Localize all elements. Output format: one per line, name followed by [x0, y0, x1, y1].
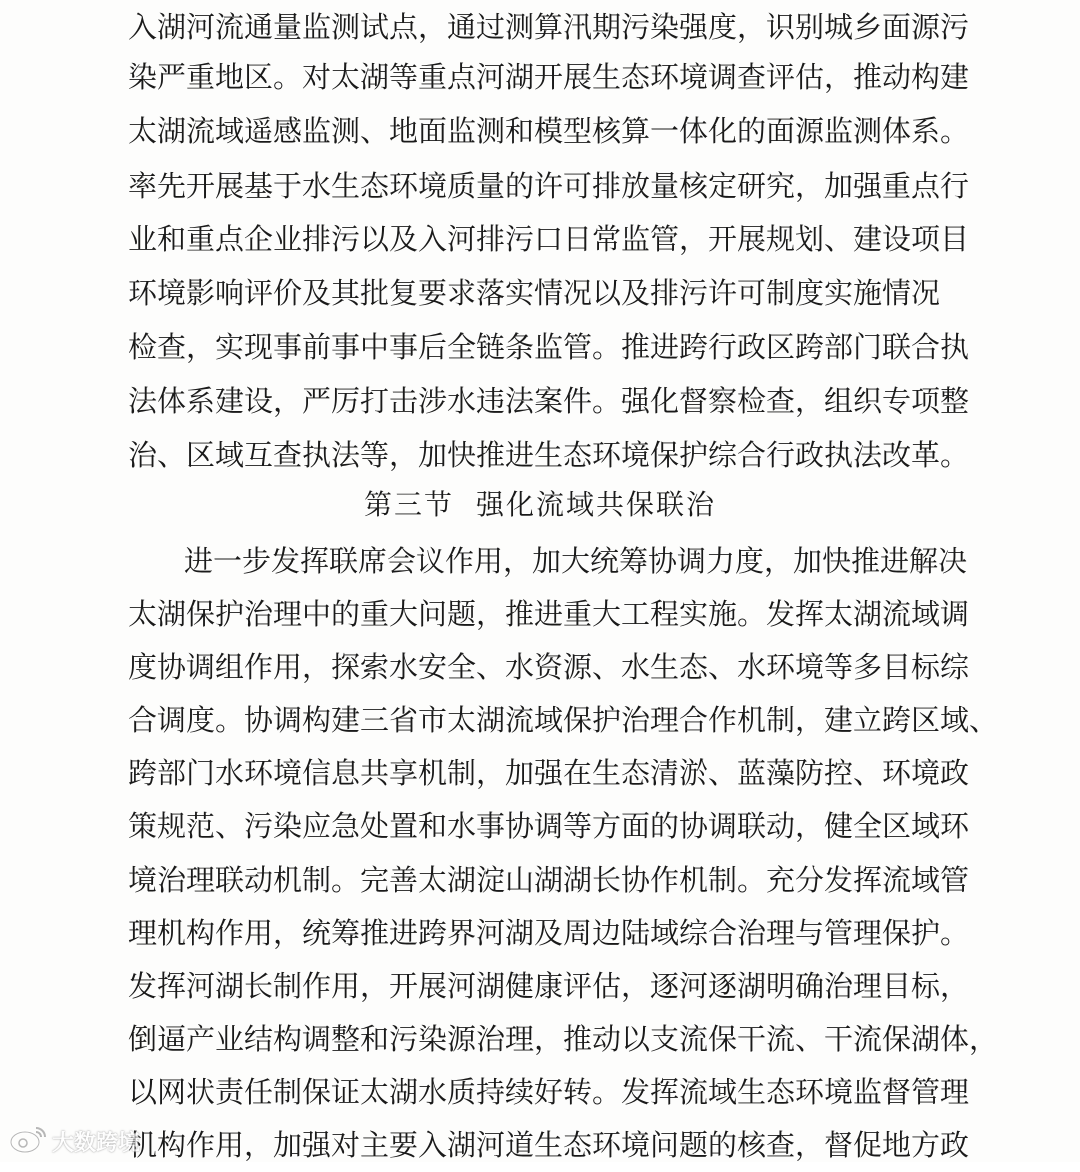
text-line: 环境影响评价及其批复要求落实情况以及排污许可制度实施情况	[128, 276, 941, 310]
text-line: 染严重地区。对太湖等重点河湖开展生态环境调查评估，推动构建	[128, 60, 970, 94]
text-line: 率先开展基于水生态环境质量的许可排放量核定研究，加强重点行	[128, 169, 970, 203]
text-line: 度协调组作用，探索水安全、水资源、水生态、水环境等多目标综	[128, 650, 970, 684]
text-line: 发挥河湖长制作用，开展河湖健康评估，逐河逐湖明确治理目标，	[128, 969, 970, 1003]
watermark-text: 大数跨境	[52, 1130, 141, 1156]
text-line: 策规范、污染应急处置和水事协调等方面的协调联动，健全区域环	[128, 809, 970, 843]
section-title: 强化流域共保联治	[476, 488, 717, 521]
section-number: 第三节	[363, 488, 454, 521]
text-line: 合调度。协调构建三省市太湖流域保护治理合作机制，建立跨区域、	[128, 703, 999, 737]
text-line: 太湖保护治理中的重大问题，推进重大工程实施。发挥太湖流域调	[128, 597, 970, 631]
text-line: 以网状责任制保证太湖水质持续好转。发挥流域生态环境监督管理	[128, 1075, 970, 1109]
text-line: 机构作用，加强对主要入湖河道生态环境问题的核查，督促地方政	[128, 1128, 970, 1162]
text-line: 跨部门水环境信息共享机制，加强在生态清淤、蓝藻防控、环境政	[128, 756, 970, 790]
weibo-icon	[8, 1124, 48, 1158]
text-line: 理机构作用，统筹推进跨界河湖及周边陆域综合治理与管理保护。	[128, 916, 970, 950]
text-line: 入湖河流通量监测试点，通过测算汛期污染强度，识别城乡面源污	[128, 10, 970, 44]
text-line: 业和重点企业排污以及入河排污口日常监管，开展规划、建设项目	[128, 222, 970, 256]
text-line: 太湖流域遥感监测、地面监测和模型核算一体化的面源监测体系。	[128, 114, 970, 148]
text-line: 法体系建设，严厉打击涉水违法案件。强化督察检查，组织专项整	[128, 384, 970, 418]
text-line: 进一步发挥联席会议作用，加大统筹协调力度，加快推进解决	[184, 544, 968, 578]
section-heading	[0, 478, 1080, 532]
text-line: 检查，实现事前事中事后全链条监管。推进跨行政区跨部门联合执	[128, 330, 970, 364]
text-line: 治、区域互查执法等，加快推进生态环境保护综合行政执法改革。	[128, 438, 970, 472]
watermark	[8, 1124, 140, 1158]
text-line: 倒逼产业结构调整和污染源治理，推动以支流保干流、干流保湖体，	[128, 1022, 999, 1056]
text-line: 境治理联动机制。完善太湖淀山湖湖长协作机制。充分发挥流域管	[128, 863, 970, 897]
